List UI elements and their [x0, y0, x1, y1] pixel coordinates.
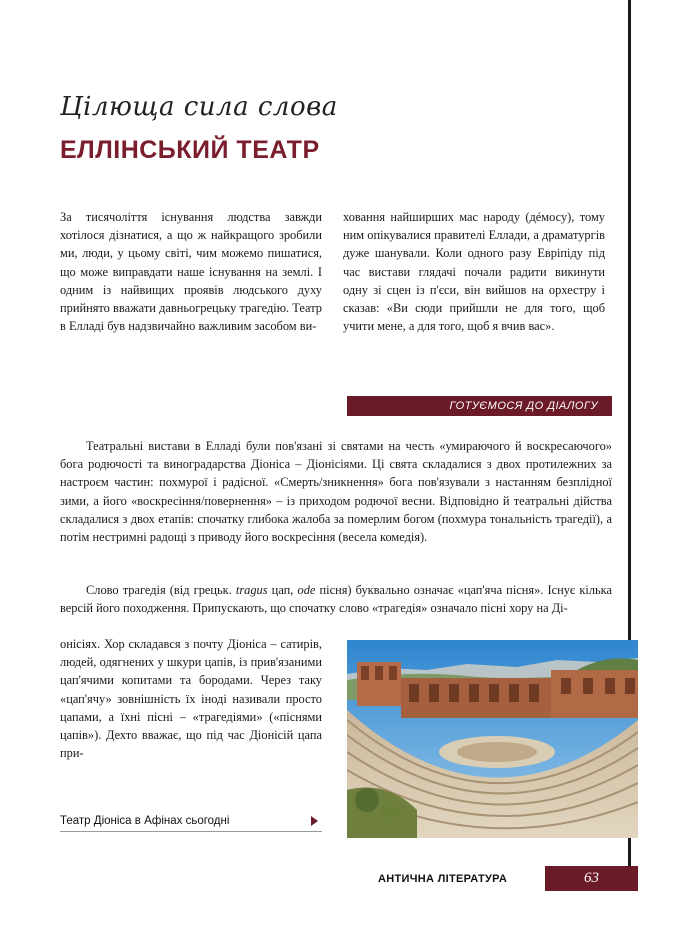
p2-start: Слово трагедія (від грецьк.	[86, 583, 236, 597]
theatre-of-dionysus-photo	[347, 640, 638, 838]
body-paragraph-2	[60, 581, 612, 617]
term-tragus: tragus	[235, 583, 268, 597]
section-subtitle: Цілюща сила слова	[60, 92, 338, 122]
body-paragraph-3: онісіях. Хор складався з почту Діоніса – сатирів, людей, одягнених у шкури цапів, із прив'язаними цап'ячими копитами та бородами. Через таку «цап'ячу» зовнішність їх іноді називали просто цапами, а їхні пісні – «трагедіями» («піснями цапів»). Дехто вважає, що під час Діонісій цапа при-	[60, 637, 322, 761]
dialogue-banner: ГОТУЄМОСЯ ДО ДІАЛОГУ	[347, 396, 612, 416]
caption-arrow-icon	[311, 816, 318, 826]
caption-text: Театр Діоніса в Афінах сьогодні	[60, 815, 230, 827]
intro-column-left: За тисячоліття існування людства завжди хотілося дізнатися, а що ж найкращого зробили ми, люди, у цьому світі, чим можемо пишатися, що може виправдати наше існування на землі. І одним із найвищих проявів людського духу прийнято вважати давньогрецьку трагедію. Театр в Елладі був надзвичайно важливим засобом ви-	[60, 210, 322, 334]
intro-column-right: ховання найширших мас народу (дéмосу), тому ним опікувалися правителі Еллади, а драматургів дуже шанували. Коли одного разу Евріпіду під час вистави глядачі почали радити викинути одну зі сцен із п'єси, він вийшов на орхестру і сказав: «Ви сюди прийшли не для того, щоб учити мене, а для того, щоб я вчив вас».	[343, 210, 605, 334]
p2-end: пісня) буквально означає «цап'яча пісня». Існує кілька версій його походження. Припускають, що спочатку слово «трагедія» означало пісні хору на Ді-	[60, 583, 612, 616]
body-paragraph-1: Театральні вистави в Елладі були пов'язані зі святами на честь «умираючого й воскресаючого» бога родючості та виноградарства Діоніса – Діонісіями. Ці свята складалися з двох протилежних за настроєм частин: похмурої і радісної. «Смерть/зникнення» бога пов'язували з настанням безплідної зими, а його «воскресіння/повернення» – із приходом родючої весни. Відповідно й театральні дійства складалися з двох етапів: спочатку глибока жалоба за померлим богом (похмура тональність трагедії), а потім нестримні радощі з приводу його воскресіння (весела комедія).	[60, 439, 612, 545]
p2-mid: цап,	[267, 583, 298, 597]
page-number: 63	[545, 866, 638, 891]
term-ode: ode	[297, 583, 316, 597]
photo-caption	[60, 810, 322, 832]
footer-section-label: АНТИЧНА ЛІТЕРАТУРА	[378, 873, 508, 885]
page-title: ЕЛЛІНСЬКИЙ ТЕАТР	[60, 136, 320, 164]
